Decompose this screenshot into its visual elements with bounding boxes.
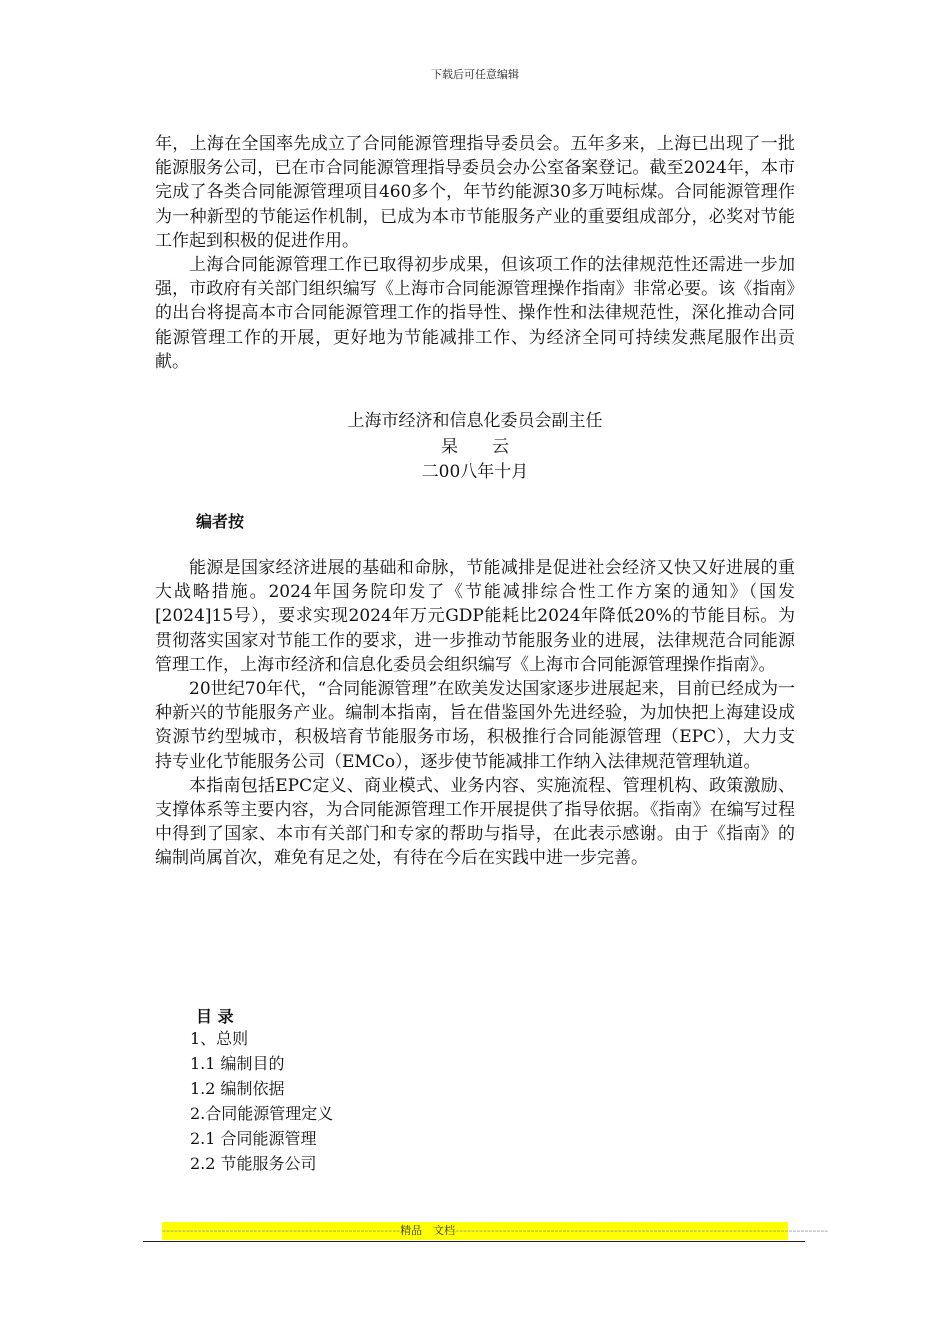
footer-dashes-left: ------------------------------------------------------------	[162, 1224, 401, 1237]
toc-item: 1.2 编制依据	[190, 1079, 285, 1098]
toc-item: 1、总则	[190, 1029, 249, 1048]
footer-dashes-right: ----------------------------------------------------------------------------------------------	[455, 1224, 829, 1237]
paragraph: 本指南包括EPC定义、商业模式、业务内容、实施流程、管理机构、政策激励、支撑体系等主要内容，为合同能源管理工作开展提供了指导依据。《指南》在编写过程中得到了国家、本市有关部门和专家的帮助与指导，在此表示感谢。由于《指南》的编制尚属首次，难免有足之处，有待在今后在实践中进一步完善。	[155, 775, 795, 869]
footer-label: 精品 文档	[400, 1224, 456, 1237]
editor-note-text-block	[155, 556, 795, 871]
toc-heading: 目 录	[196, 1007, 234, 1026]
paragraph: 20世纪70年代，“合同能源管理”在欧美发达国家逐步进展起来，目前已经成为一种新兴的节能服务产业。编制本指南，旨在借鉴国外先进经验，为加快把上海建设成资源节约型城市，积极培育节能服务市场，积极推行合同能源管理（EPC），大力支持专业化节能服务公司（EMCo），逐步使节能减排工作纳入法律规范管理轨道。	[155, 679, 795, 772]
paragraph: 能源是国家经济进展的基础和命脉，节能减排是促进社会经济又快又好进展的重大战略措施。2024年国务院印发了《节能减排综合性工作方案的通知》（国发[2024]15号），要求实现2024年万元GDP能耗比2024年降低20%的节能目标。为贯彻落实国家对节能工作的要求，进一步推动节能服务业的进展，法律规范合同能源管理工作，上海市经济和信息化委员会组织编写《上海市合同能源管理操作指南》。	[155, 558, 795, 675]
footer-rule	[143, 1241, 805, 1242]
toc-item: 1.1 编制目的	[190, 1054, 285, 1073]
toc-item: 2.1 合同能源管理	[190, 1129, 317, 1148]
signature-date: 二00八年十月	[421, 462, 529, 482]
toc-item: 2.2 节能服务公司	[190, 1154, 317, 1173]
intro-text-block	[155, 132, 795, 374]
toc-item: 2.合同能源管理定义	[190, 1104, 334, 1123]
footer-banner	[162, 1222, 829, 1240]
editor-note-heading: 编者按	[196, 512, 245, 531]
paragraph: 上海合同能源管理工作已取得初步成果，但该项工作的法律规范性还需进一步加强，市政府有关部门组织编写《上海市合同能源管理操作指南》非常必要。该《指南》的出台将提高本市合同能源管理工作的指导性、操作性和法律规范性，深化推动合同能源管理工作的开展，更好地为节能减排工作、为经济全同可持续发燕尾服作出贡献。	[155, 255, 795, 372]
header-note: 下载后可任意编辑	[431, 68, 519, 81]
signature-title: 上海市经济和信息化委员会副主任	[347, 411, 603, 431]
paragraph: 年，上海在全国率先成立了合同能源管理指导委员会。五年多来，上海已出现了一批能源服务公司，已在市合同能源管理指导委员会办公室备案登记。截至2024年，本市完成了各类合同能源管理项目460多个，年节约能源30多万吨标煤。合同能源管理作为一种新型的节能运作机制，已成为本市节能服务产业的重要组成部分，必奖对节能工作起到积极的促进作用。	[155, 134, 795, 251]
signature-name: 杲 云	[441, 437, 509, 457]
